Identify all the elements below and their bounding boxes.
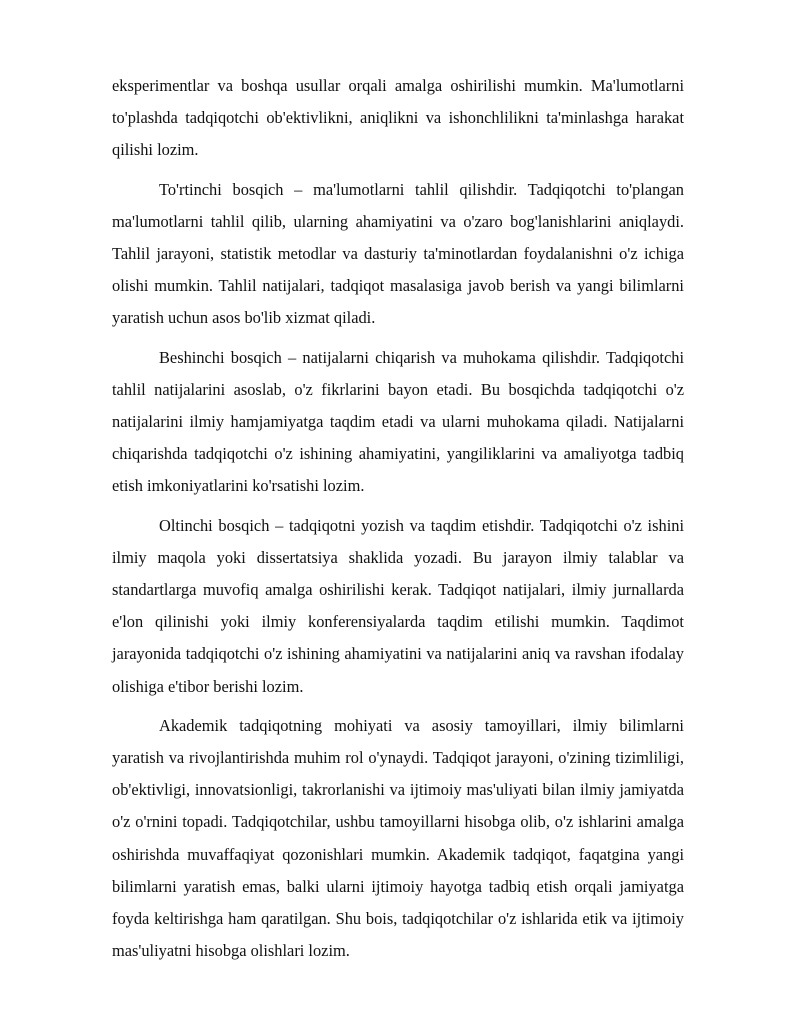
paragraph-stage-six: Oltinchi bosqich – tadqiqotni yozish va taqdim etishdir. Tadqiqotchi o'z ishini ilmiy maqola yoki dissertatsiya shaklida yozadi. Bu jarayon ilmiy talablar va standartlarga muvofiq amalga oshirilishi kerak. Tadqiqot natijalari, ilmiy jurnallarda e'lon qilinishi yoki ilmiy konferensiyalarda taqdim etilishi mumkin. Taqdimot jarayonida tadqiqotchi o'z ishining ahamiyatini va natijalarini aniq va ravshan ifodalay olishiga e'tibor berishi lozim.	[112, 515, 684, 696]
body-text	[112, 70, 684, 967]
paragraph-continuation: eksperimentlar va boshqa usullar orqali amalga oshirilishi mumkin. Ma'lumotlarni to'plashda tadqiqotchi ob'ektivlikni, aniqlikni va ishonchlilikni ta'minlashga harakat qilishi lozim.	[112, 76, 684, 160]
paragraph-conclusion: Akademik tadqiqotning mohiyati va asosiy tamoyillari, ilmiy bilimlarni yaratish va rivojlantirishda muhim rol o'ynaydi. Tadqiqot jarayoni, o'zining tizimliligi, ob'ektivligi, innovatsionligi, takrorlanishi va ijtimoiy mas'uliyati bilan ilmiy jamiyatda o'z o'rnini topadi. Tadqiqotchilar, ushbu tamoyillarni hisobga olib, o'z ishlarini amalga oshirishda muvaffaqiyat qozonishlari mumkin. Akademik tadqiqot, faqatgina yangi bilimlarni yaratish emas, balki ularni ijtimoiy hayotga tadbiq etish orqali jamiyatga foyda keltirishga ham qaratilgan. Shu bois, tadqiqotchilar o'z ishlarida etik va ijtimoiy mas'uliyatni hisobga olishlari lozim.	[112, 715, 684, 961]
paragraph-stage-five: Beshinchi bosqich – natijalarni chiqarish va muhokama qilishdir. Tadqiqotchi tahlil natijalarini asoslab, o'z fikrlarini bayon etadi. Bu bosqichda tadqiqotchi o'z natijalarini ilmiy hamjamiyatga taqdim etadi va ularni muhokama qiladi. Natijalarni chiqarishda tadqiqotchi o'z ishining ahamiyatini, yangiliklarini va amaliyotga tadbiq etish imkoniyatlarini ko'rsatishi lozim.	[112, 347, 684, 496]
paragraph-stage-four: To'rtinchi bosqich – ma'lumotlarni tahlil qilishdir. Tadqiqotchi to'plangan ma'lumotlarni tahlil qilib, ularning ahamiyatini va o'zaro bog'lanishlarini aniqlaydi. Tahlil jarayoni, statistik metodlar va dasturiy ta'minotlardan foydalanishni o'z ichiga olishi mumkin. Tahlil natijalari, tadqiqot masalasiga javob berish va yangi bilimlarni yaratish uchun asos bo'lib xizmat qiladi.	[112, 179, 684, 328]
